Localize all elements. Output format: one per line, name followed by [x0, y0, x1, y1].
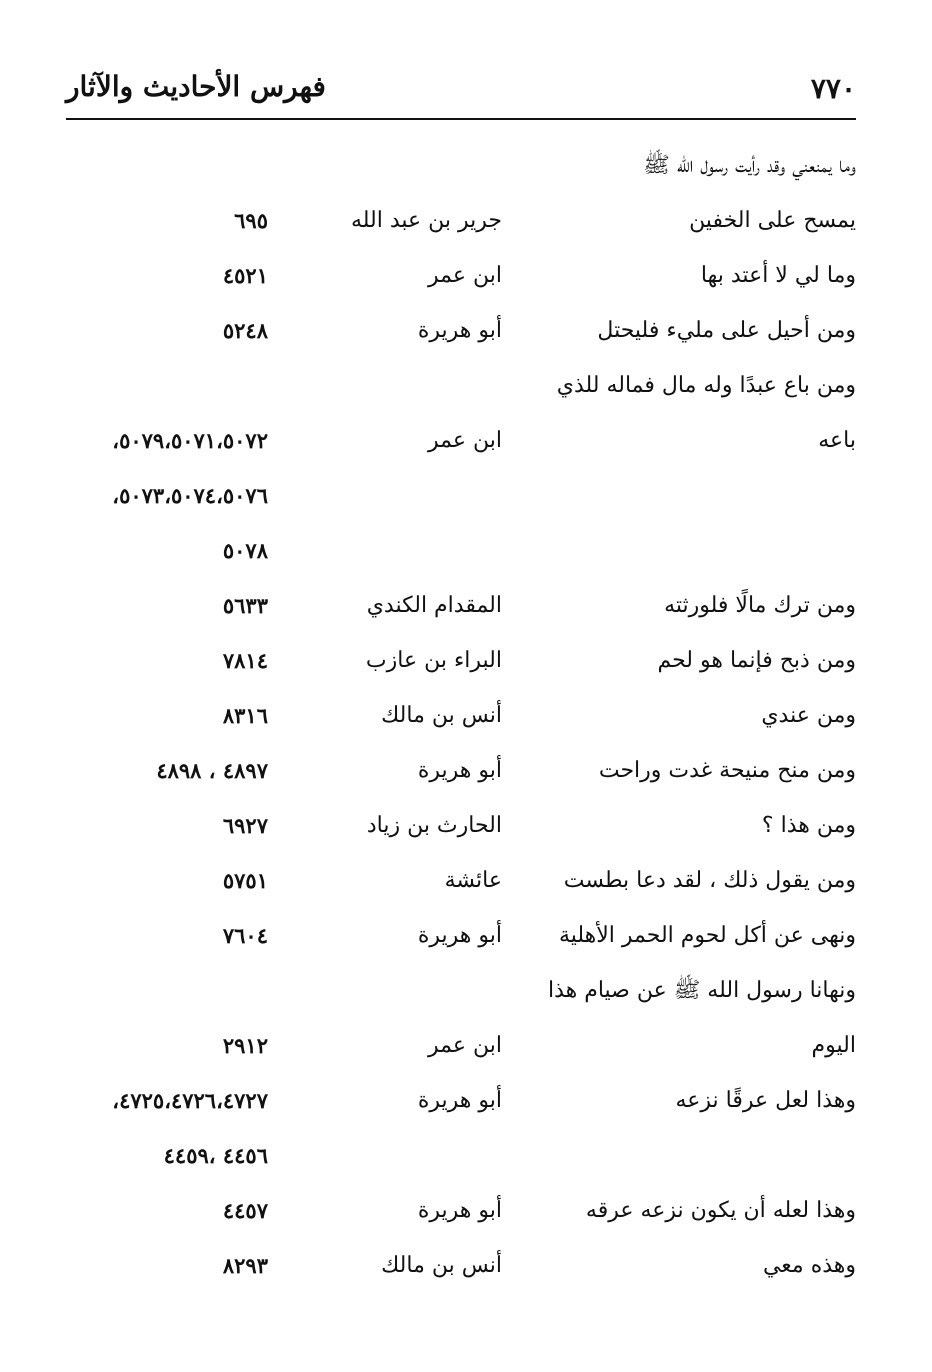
narrator: جرير بن عبد الله — [350, 208, 502, 233]
reference-number: ٦٩٥ — [234, 208, 268, 233]
hadith-text: باعه — [818, 428, 856, 453]
narrator: المقدام الكندي — [366, 593, 502, 618]
hadith-text: ومن عندي — [761, 703, 856, 728]
index-row — [0, 965, 932, 1020]
index-row — [0, 580, 932, 635]
narrator: أبو هريرة — [417, 318, 502, 343]
index-row — [0, 1020, 932, 1075]
hadith-text: ومن ذبح فإنما هو لحم — [657, 648, 856, 673]
narrator: الحارث بن زياد — [366, 813, 502, 838]
hadith-text: يمسح على الخفين — [689, 208, 856, 233]
reference-number: ٥٠٧٣،٥٠٧٤،٥٠٧٦، — [112, 483, 268, 508]
index-row — [0, 690, 932, 745]
narrator: عائشة — [444, 868, 502, 893]
reference-number: ٤٨٩٧ ، ٤٨٩٨ — [156, 758, 268, 783]
narrator: ابن عمر — [428, 263, 502, 288]
hadith-index-list — [0, 140, 932, 1295]
narrator: أبو هريرة — [417, 758, 502, 783]
narrator: أبو هريرة — [417, 1088, 502, 1113]
hadith-text: وما يمنعني وقد رأيت رسول الله ﷺ — [643, 153, 856, 178]
index-row — [0, 415, 932, 470]
reference-number: ٤٥٢١ — [222, 263, 268, 288]
hadith-text: وهذه معي — [762, 1253, 856, 1278]
index-row — [0, 800, 932, 855]
reference-number: ٥٠٧٩،٥٠٧١،٥٠٧٢، — [112, 428, 268, 453]
narrator: أبو هريرة — [417, 923, 502, 948]
reference-number: ٧٨١٤ — [222, 648, 268, 673]
index-row — [0, 1185, 932, 1240]
reference-number: ٤٤٥٦ ،٤٤٥٩ — [163, 1143, 268, 1168]
index-row — [0, 910, 932, 965]
narrator: البراء بن عازب — [365, 648, 502, 673]
hadith-text: وما لي لا أعتد بها — [700, 263, 856, 288]
index-row — [0, 1075, 932, 1130]
hadith-text: ومن هذا ؟ — [761, 813, 856, 838]
hadith-text: ومن منح منيحة غدت وراحت — [598, 758, 856, 783]
reference-number: ٨٣١٦ — [222, 703, 268, 728]
reference-number: ٧٦٠٤ — [222, 923, 268, 948]
reference-number: ٦٩٢٧ — [222, 813, 268, 838]
hadith-text: ونهانا رسول الله ﷺ عن صيام هذا — [547, 978, 856, 1003]
reference-number: ٥٢٤٨ — [222, 318, 268, 343]
hadith-text: ومن أحيل على مليء فليحتل — [597, 318, 856, 343]
index-row — [0, 745, 932, 800]
narrator: ابن عمر — [428, 428, 502, 453]
hadith-text: ومن يقول ذلك ، لقد دعا بطست — [563, 868, 856, 893]
reference-number: ٨٢٩٣ — [222, 1253, 268, 1278]
reference-number: ٤٧٢٥،٤٧٢٦،٤٧٢٧، — [112, 1088, 268, 1113]
index-row — [0, 525, 932, 580]
index-row — [0, 855, 932, 910]
page-header — [66, 66, 856, 106]
index-row — [0, 1130, 932, 1185]
hadith-text: ونهى عن أكل لحوم الحمر الأهلية — [558, 923, 856, 948]
reference-number: ٤٤٥٧ — [222, 1198, 268, 1223]
index-row — [0, 360, 932, 415]
running-title: فهرس الأحاديث والآثار — [66, 70, 326, 103]
reference-number: ٥٧٥١ — [222, 868, 268, 893]
index-row — [0, 140, 932, 195]
reference-number: ٥٦٣٣ — [222, 593, 268, 618]
header-rule — [66, 118, 856, 120]
index-row — [0, 635, 932, 690]
index-row — [0, 250, 932, 305]
page-number: ٧٧٠ — [810, 72, 856, 105]
narrator: أنس بن مالك — [381, 1253, 502, 1278]
narrator: أنس بن مالك — [381, 703, 502, 728]
reference-number: ٢٩١٢ — [222, 1033, 268, 1058]
hadith-text: ومن باع عبدًا وله مال فماله للذي — [556, 373, 856, 398]
index-row — [0, 470, 932, 525]
hadith-text: وهذا لعل عرقًا نزعه — [675, 1088, 856, 1113]
hadith-text: اليوم — [811, 1033, 856, 1058]
index-row — [0, 1240, 932, 1295]
hadith-text: ومن ترك مالًا فلورثته — [664, 593, 856, 618]
narrator: ابن عمر — [428, 1033, 502, 1058]
reference-number: ٥٠٧٨ — [222, 538, 268, 563]
hadith-text: وهذا لعله أن يكون نزعه عرقه — [585, 1198, 856, 1223]
narrator: أبو هريرة — [417, 1198, 502, 1223]
index-row — [0, 195, 932, 250]
index-row — [0, 305, 932, 360]
